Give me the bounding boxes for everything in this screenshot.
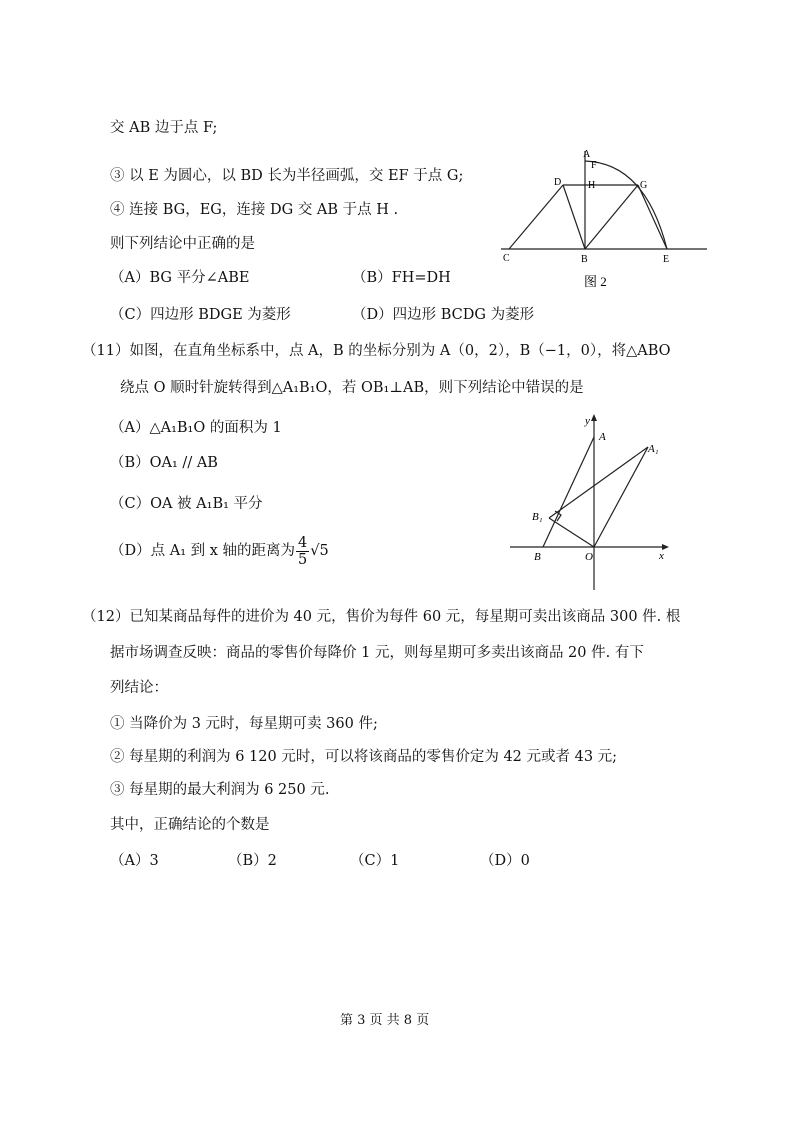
q11-option-d-numerator: 4 xyxy=(298,534,308,551)
page-number: 第 3 页 共 8 页 xyxy=(340,1013,430,1028)
q11-label-b: B xyxy=(534,551,541,563)
q11-line2: 绕点 O 顺时针旋转得到△A₁B₁O，若 OB₁⊥AB，则下列结论中错误的是 xyxy=(120,380,584,396)
q11-option-d-root: √5 xyxy=(310,543,329,559)
q10-option-b: （B）FH=DH xyxy=(352,270,451,286)
q10-step4: ④ 连接 BG，EG，连接 DG 交 AB 于点 H . xyxy=(110,202,399,218)
q11-option-b: （B）OA₁ // AB xyxy=(110,455,218,471)
fig2-label-g: G xyxy=(640,180,648,191)
q11-option-d xyxy=(110,533,329,569)
q12-option-a: （A）3 xyxy=(110,853,159,869)
q10-step3: ③ 以 E 为圆心，以 BD 长为半径画弧，交 EF 于点 G; xyxy=(110,168,464,184)
q12-option-c: （C）1 xyxy=(350,853,400,869)
q12-line1: （12）已知某商品每件的进价为 40 元，售价为每件 60 元，每星期可卖出该商品 300 件. 根 xyxy=(82,609,681,625)
q10-option-a: （A）BG 平分∠ABE xyxy=(110,270,250,286)
q10-line1: 交 AB 边于点 F; xyxy=(110,120,218,136)
q12-line3: 列结论： xyxy=(110,680,168,696)
q11-label-b1: B₁ xyxy=(532,511,543,523)
q11-option-d-fraction xyxy=(296,535,309,568)
q10-option-c: （C）四边形 BDGE 为菱形 xyxy=(110,307,291,323)
fig2-label-b: B xyxy=(581,254,588,265)
fig2-label-c: C xyxy=(503,253,510,264)
q12-option-b: （B）2 xyxy=(228,853,277,869)
q11-option-d-denominator: 5 xyxy=(298,551,308,568)
q11-axis-x-label: x xyxy=(659,550,664,562)
q10-prompt: 则下列结论中正确的是 xyxy=(110,236,255,252)
q11-option-a: （A）△A₁B₁O 的面积为 1 xyxy=(110,420,282,436)
q12-statement-3: ③ 每星期的最大利润为 6 250 元. xyxy=(110,782,330,798)
fig2-label-f: F xyxy=(591,160,597,171)
q11-option-d-prefix: （D）点 A₁ 到 x 轴的距离为 xyxy=(110,543,296,559)
q11-label-a: A xyxy=(599,431,606,443)
q12-prompt: 其中，正确结论的个数是 xyxy=(110,817,270,833)
fig2-label-h: H xyxy=(588,180,596,191)
q12-statement-2: ② 每星期的利润为 6 120 元时，可以将该商品的零售价定为 42 元或者 43 元; xyxy=(110,749,618,765)
fig2-caption: 图 2 xyxy=(584,274,607,289)
q11-label-o: O xyxy=(585,551,593,563)
q11-line1: （11）如图，在直角坐标系中，点 A，B 的坐标分别为 A（0，2），B（−1，0），将△ABO xyxy=(82,343,671,359)
q11-figure xyxy=(505,412,675,594)
q11-option-c: （C）OA 被 A₁B₁ 平分 xyxy=(110,496,263,512)
fig2-label-a: A xyxy=(583,149,591,160)
q12-statement-1: ① 当降价为 3 元时，每星期可卖 360 件; xyxy=(110,716,378,732)
q12-option-d: （D）0 xyxy=(480,853,530,869)
figure-2 xyxy=(495,145,715,295)
fig2-label-d: D xyxy=(554,177,562,188)
q10-option-d: （D）四边形 BCDG 为菱形 xyxy=(352,307,535,323)
q11-label-a1: A₁ xyxy=(648,443,659,455)
q11-axis-y-label: y xyxy=(585,415,590,427)
fig2-label-e: E xyxy=(663,254,670,265)
q12-line2: 据市场调查反映：商品的零售价每降价 1 元，则每星期可多卖出该商品 20 件. 有下 xyxy=(110,645,644,661)
